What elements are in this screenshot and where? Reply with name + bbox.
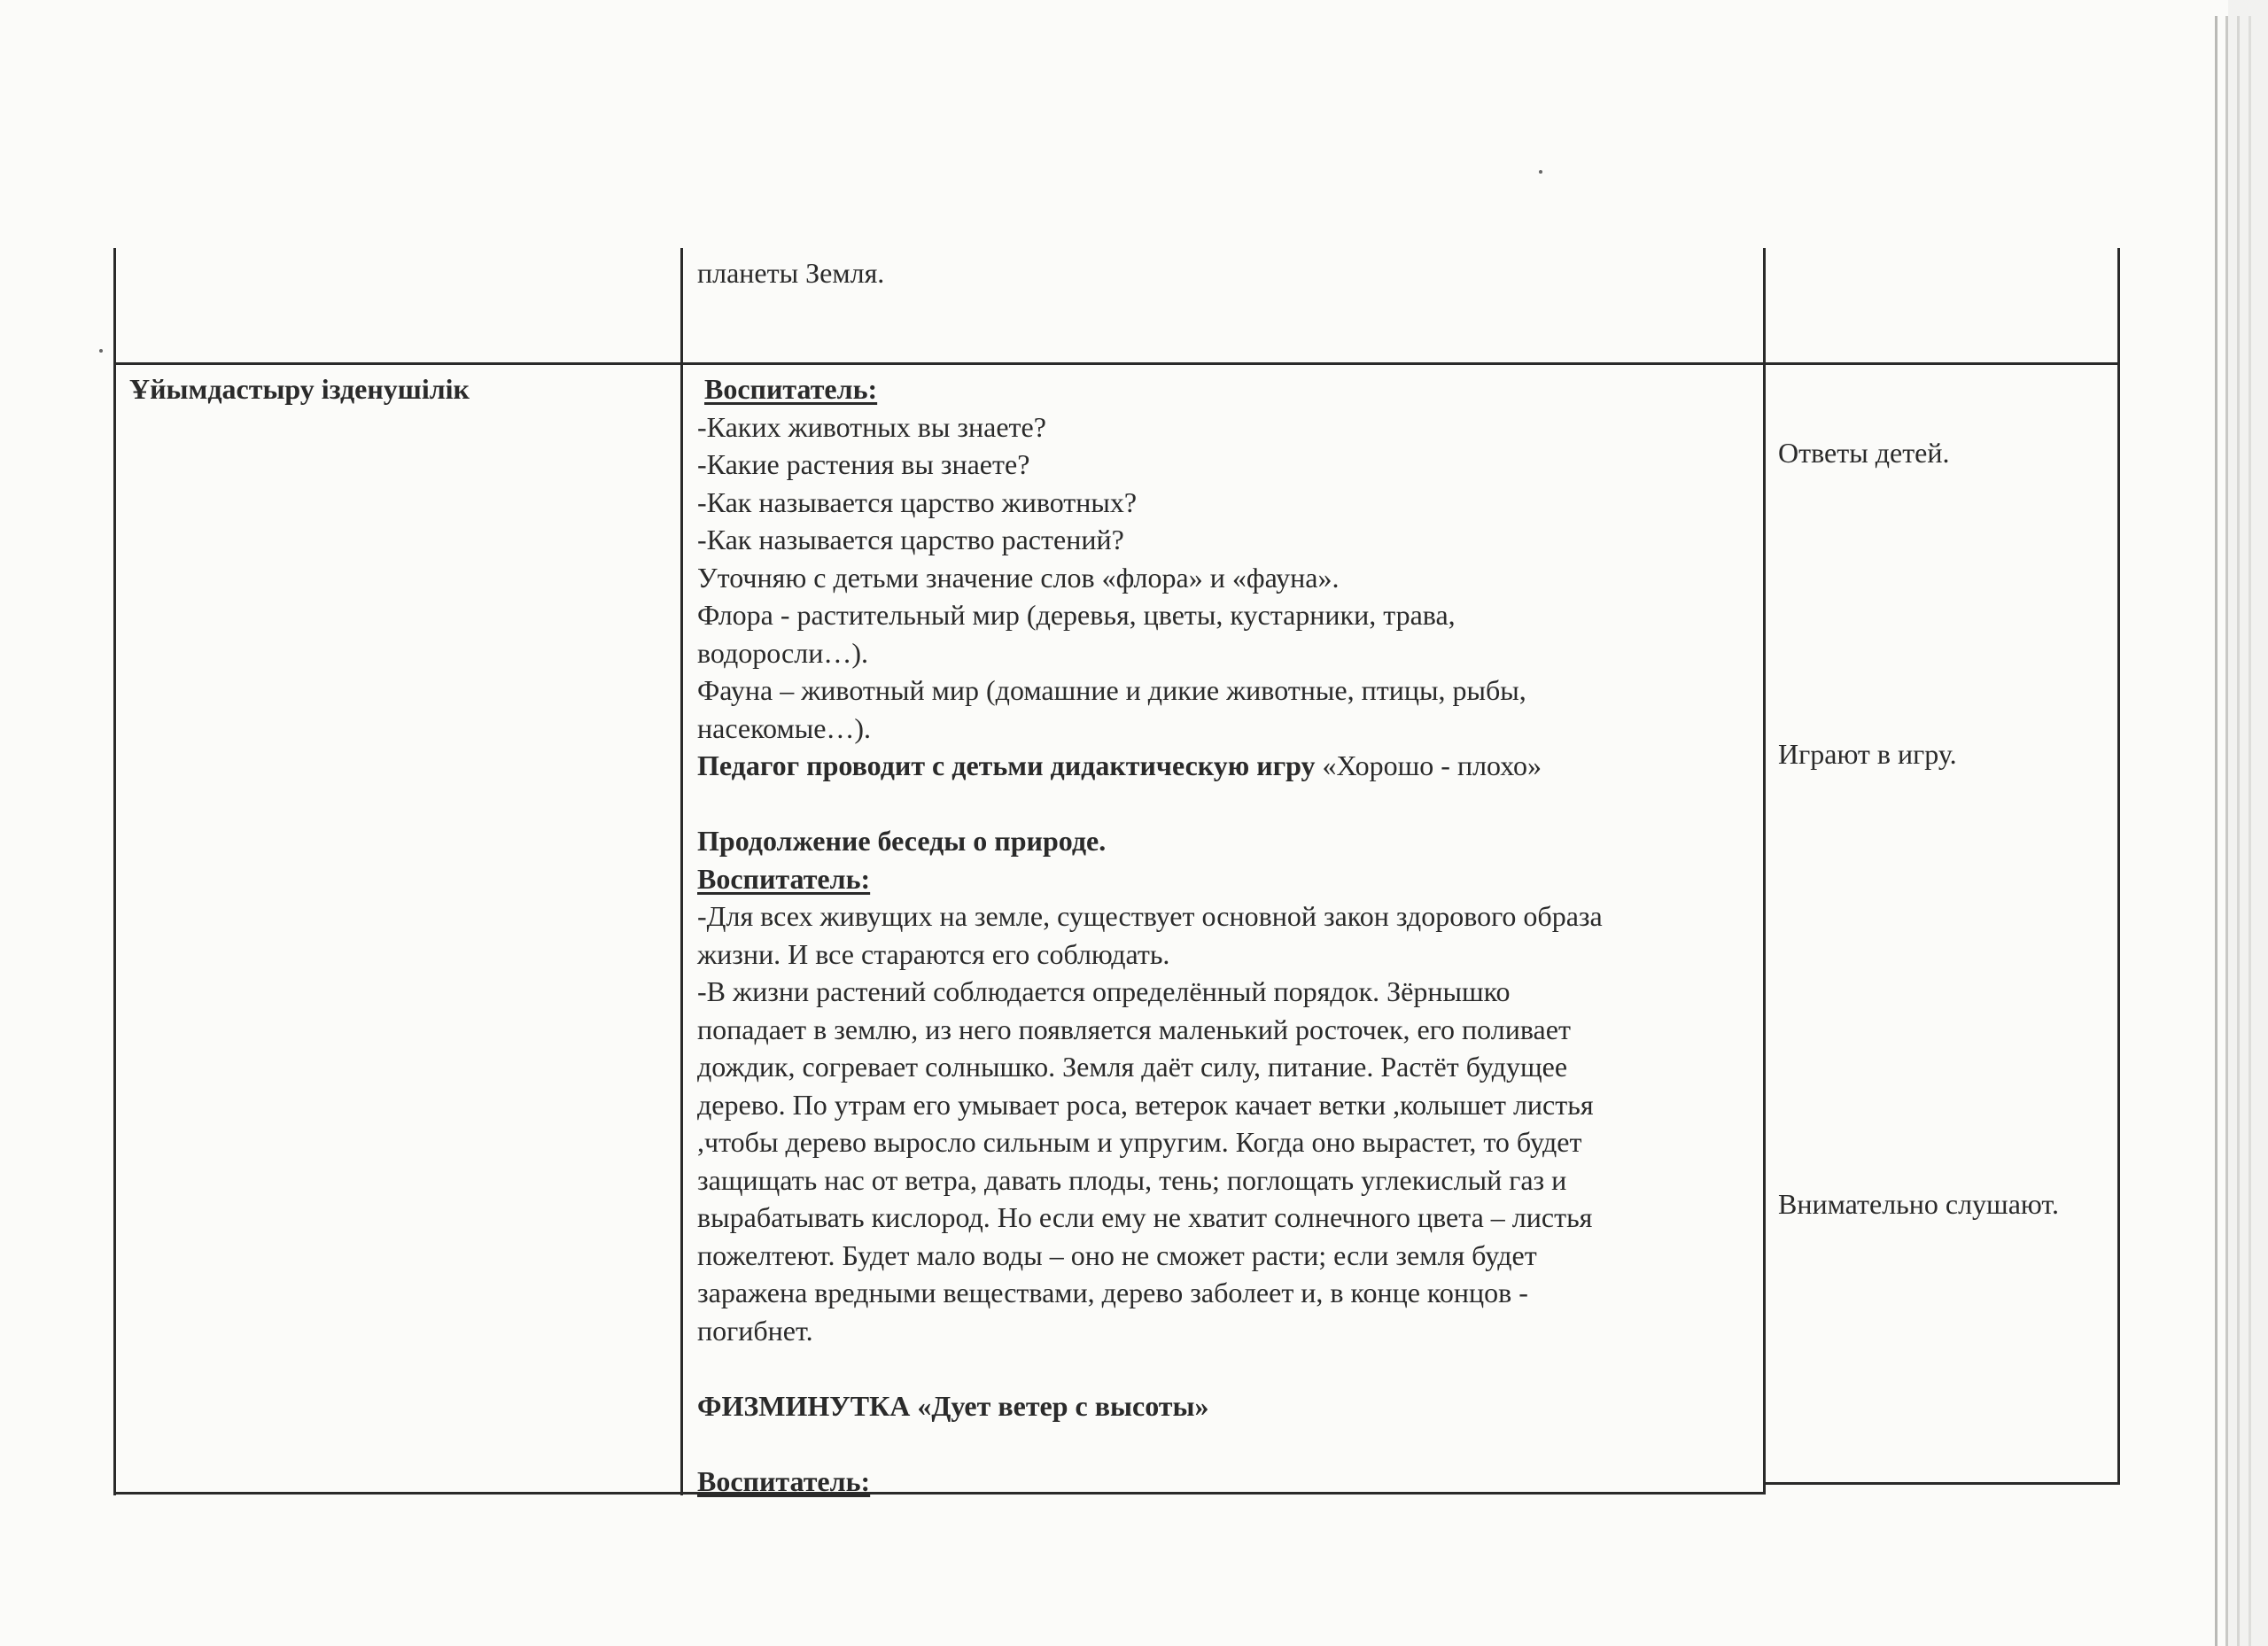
fauna-line: Фауна – животный мир (домашние и дикие животные, птицы, рыбы, xyxy=(697,674,1526,706)
story-line: -В жизни растений соблюдается определённый порядок. Зёрнышко xyxy=(697,975,1511,1007)
teacher-label: Воспитатель: xyxy=(697,862,871,895)
fauna-line: насекомые…). xyxy=(697,711,872,744)
page-edge xyxy=(2237,16,2240,1646)
table-border-left xyxy=(113,248,116,1495)
question-line: -Как называется царство растений? xyxy=(697,524,1124,555)
law-line: жизни. И все стараются его соблюдать. xyxy=(697,937,1170,970)
row1-content xyxy=(697,254,884,292)
story-line: пожелтеют. Будет мало воды – оно не сможет расти; если земля будет xyxy=(697,1238,1537,1271)
page-edge xyxy=(2249,16,2251,1646)
scan-speck xyxy=(99,349,103,353)
story-line: попадает в землю, из него появляется маленький росточек, его поливает xyxy=(697,1013,1571,1045)
story-line: дерево. По утрам его умывает роса, ветерок качает ветки ,колышет листья xyxy=(697,1088,1594,1121)
children-action: Играют в игру. xyxy=(1778,738,1957,770)
column-divider xyxy=(1763,248,1766,1492)
question-line: -Как называется царство животных? xyxy=(697,485,1138,518)
story-line: заражена вредными веществами, дерево заболеет и, в конце концов - xyxy=(697,1277,1528,1308)
flora-line: водоросли…). xyxy=(697,636,868,669)
game-intro: Педагог проводит с детьми дидактическую игру xyxy=(697,749,1316,781)
law-line: -Для всех живущих на земле, существует основной закон здорового образа xyxy=(697,900,1603,932)
question-line: -Какие растения вы знаете? xyxy=(697,448,1030,480)
question-line: -Каких животных вы знаете? xyxy=(697,410,1046,443)
flora-line: Флора - растительный мир (деревья, цветы, кустарники, трава, xyxy=(697,599,1456,631)
content-line: планеты Земля. xyxy=(697,257,885,289)
clarify-line: Уточняю с детьми значение слов «флора» и «фауна». xyxy=(697,561,1340,594)
story-line: ,чтобы дерево выросло сильным и упругим. Когда оно вырастет, то будет xyxy=(697,1126,1582,1158)
story-line: вырабатывать кислород. Но если ему не хватит солнечного цвета – листья xyxy=(697,1201,1593,1233)
stage-label: Ұйымдастыру ізденушілік xyxy=(129,373,470,405)
teacher-label: Воспитатель: xyxy=(704,373,878,405)
scan-speck xyxy=(1539,170,1542,174)
game-title: «Хорошо - плохо» xyxy=(1315,749,1542,781)
children-action: Внимательно слушают. xyxy=(1778,1188,2059,1220)
table-border-right xyxy=(2117,248,2120,1485)
game-line xyxy=(697,747,1603,785)
children-action: Ответы детей. xyxy=(1778,437,1950,469)
teacher-activity xyxy=(697,370,1603,1500)
table-border-bottom xyxy=(1763,1482,2120,1485)
teacher-label: Воспитатель: xyxy=(697,1464,871,1497)
page-edge xyxy=(2225,16,2228,1646)
page-edge xyxy=(2215,16,2218,1646)
story-line: защищать нас от ветра, давать плоды, тень; поглощать углекислый газ и xyxy=(697,1163,1567,1196)
column-divider xyxy=(680,248,683,1495)
row-divider xyxy=(113,362,2120,365)
continuation-heading: Продолжение беседы о природе. xyxy=(697,825,1107,857)
story-line: дождик, согревает солнышко. Земля даёт силу, питание. Растёт будущее xyxy=(697,1051,1568,1083)
story-line: погибнет. xyxy=(697,1314,813,1347)
physminute-heading: ФИЗМИНУТКА «Дует ветер с высоты» xyxy=(697,1389,1209,1422)
